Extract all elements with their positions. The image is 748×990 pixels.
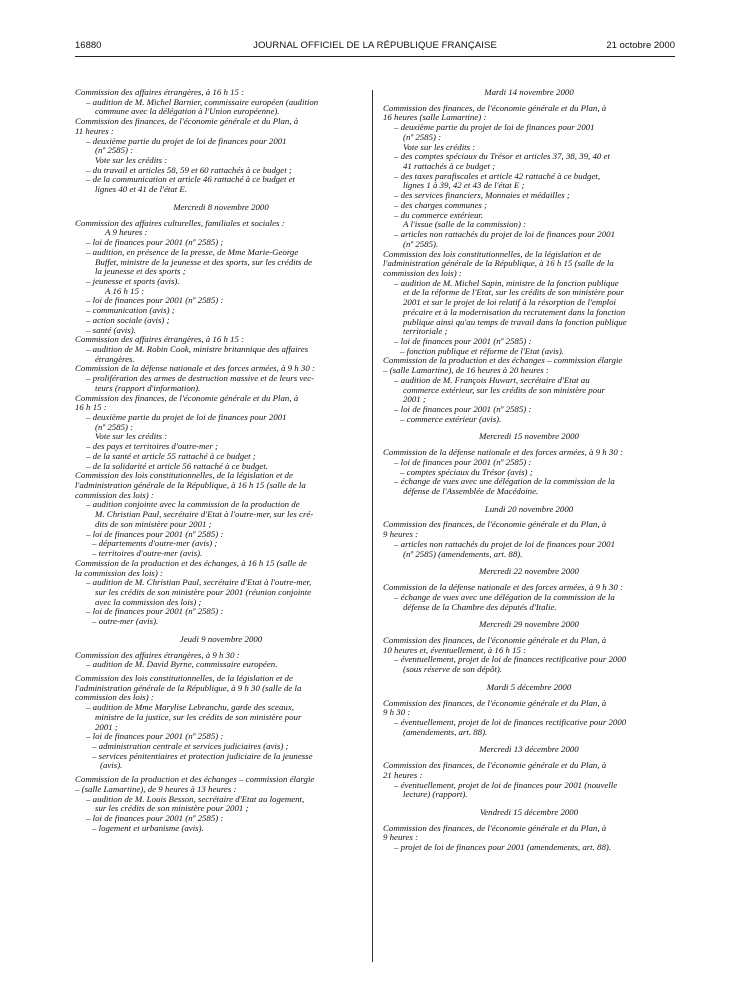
commission-heading: Commission de la production et des échanges – commission élargie – (salle Lamartine), de 9 heures à 13 heures :: [75, 774, 315, 794]
agenda-item: – loi de finances pour 2001 (nº 2585) :: [383, 337, 675, 347]
commission-heading: Commission des affaires culturelles, familiales et sociales :: [75, 217, 285, 228]
date-heading: Mercredi 22 novembre 2000: [479, 566, 579, 577]
agenda-item: – articles non rattachés du projet de loi de finances pour 2001 (nº 2585).: [383, 230, 675, 249]
commission-heading: Commission de la défense nationale et des forces armées, à 9 h 30 :: [383, 447, 623, 458]
agenda-item: – audition de M. David Byrne, commissaire européen.: [75, 660, 367, 670]
agenda-item: – du travail et articles 58, 59 et 60 rattachés à ce budget ;: [75, 166, 367, 176]
agenda-item: – éventuellement, projet de loi de finances rectificative pour 2000 (sous réserve de son dépôt).: [383, 655, 675, 674]
agenda-item: – audition, en présence de la presse, de Mme Marie-George Buffet, ministre de la jeunesse et des sports, sur les crédits de la jeunesse et des sports ;: [75, 248, 367, 277]
agenda-subitem: – administration centrale et services judiciaires (avis) ;: [75, 742, 367, 752]
agenda-item: – des comptes spéciaux du Trésor et articles 37, 38, 39, 40 et 41 rattachés à ce budget ;: [383, 152, 675, 171]
agenda-item: – des taxes parafiscales et article 42 rattaché à ce budget, lignes 1 à 39, 42 et 43 de l'état E ;: [383, 172, 675, 191]
commission-heading: Commission des finances, de l'économie générale et du Plan, à 16 heures (salle Lamartine) :: [383, 102, 607, 123]
agenda-item: – deuxième partie du projet de loi de finances pour 2001 (nº 2585) :: [75, 413, 367, 432]
agenda-item: – loi de finances pour 2001 (nº 2585) ;: [75, 238, 367, 248]
date-heading: Jeudi 9 novembre 2000: [179, 633, 263, 644]
agenda-subheading: A l'issue (salle de la commission) :: [403, 219, 527, 230]
commission-heading: Commission de la production et des échanges – commission élargie – (salle Lamartine), de 16 heures à 20 heures :: [383, 355, 623, 376]
agenda-item: – audition de M. Louis Besson, secrétaire d'Etat au logement, sur les crédits de son ministère pour 2001 ;: [75, 795, 367, 814]
agenda-item: – audition conjointe avec la commission de la production de M. Christian Paul, secrétaire d'Etat à l'outre-mer, sur les cré- dits de son ministère pour 2001 ;: [75, 500, 367, 529]
commission-heading: Commission de la défense nationale et des forces armées, à 9 h 30 :: [75, 363, 315, 374]
agenda-item: – audition de M. Christian Paul, secrétaire d'Etat à l'outre-mer, sur les crédits de son ministère pour 2001 (réunion conjointe avec la commission des lois) ;: [75, 578, 367, 607]
agenda-item: – de la santé et article 55 rattaché à ce budget ;: [75, 452, 367, 462]
agenda-item: – loi de finances pour 2001 (nº 2585) :: [75, 296, 367, 306]
commission-heading: Commission de la défense nationale et des forces armées, à 9 h 30 :: [383, 582, 623, 593]
agenda-item: – loi de finances pour 2001 (nº 2585) :: [75, 530, 367, 540]
agenda-item: – action sociale (avis) ;: [75, 316, 367, 326]
agenda-item: – articles non rattachés du projet de loi de finances pour 2001 (nº 2585) (amendements, art. 88).: [383, 540, 675, 559]
agenda-item: – audition de M. Robin Cook, ministre britannique des affaires étrangères.: [75, 345, 367, 364]
agenda-item: – projet de loi de finances pour 2001 (amendements, art. 88).: [383, 843, 675, 853]
agenda-subitem: – départements d'outre-mer (avis) ;: [75, 539, 367, 549]
agenda-item: – éventuellement, projet de loi de finances pour 2001 (nouvelle lecture) (rapport).: [383, 781, 675, 800]
page-header: [75, 40, 675, 56]
agenda-item: – audition de M. Michel Sapin, ministre de la fonction publique et de la réforme de l'Etat, sur les crédits de son ministère pour 2001 et sur le projet de loi relatif à la résorption de l'emploi précaire et à la modernisation du recrutement dans la fonction publique ainsi qu'au temps de travail dans la fonction publique territoriale ;: [383, 279, 675, 337]
agenda-subitem: – fonction publique et réforme de l'Etat (avis).: [383, 347, 675, 357]
right-column: [383, 88, 675, 853]
agenda-item: – échange de vues avec une délégation de la commission de la défense de l'Assemblée de Macédoine.: [383, 477, 675, 496]
date-heading: Mercredi 13 décembre 2000: [479, 744, 579, 755]
commission-heading: Commission des affaires étrangères, à 16 h 15 :: [75, 334, 245, 345]
agenda-item: – santé (avis).: [75, 326, 367, 336]
commission-heading: Commission des finances, de l'économie générale et du Plan, à 9 h 30 :: [383, 697, 607, 718]
agenda-item: – échange de vues avec une délégation de la commission de la défense de la Chambre des députés d'Italie.: [383, 593, 675, 612]
agenda-item: – loi de finances pour 2001 (nº 2585) :: [383, 458, 675, 468]
agenda-item: – des pays et territoires d'outre-mer ;: [75, 442, 367, 452]
page-number: 16880: [75, 40, 102, 51]
agenda-item: – des services financiers, Monnaies et médailles ;: [383, 191, 675, 201]
left-column: [75, 88, 367, 833]
column-divider: [372, 90, 373, 962]
agenda-item: – audition de M. Michel Barnier, commissaire européen (audition commune avec la délégation à l'Union européenne).: [75, 98, 367, 117]
date-heading: Mardi 5 décembre 2000: [486, 681, 572, 692]
date-heading: Mardi 14 novembre 2000: [484, 87, 574, 97]
commission-heading: Commission de la production et des échanges, à 16 h 15 (salle de la commission des lois) :: [75, 557, 307, 578]
date-heading: Vendredi 15 décembre 2000: [479, 807, 579, 817]
commission-heading: Commission des finances, de l'économie générale et du Plan, à 16 h 15 :: [75, 392, 299, 413]
commission-heading: Commission des affaires étrangères, à 9 h 30 :: [75, 649, 240, 660]
agenda-item: – du commerce extérieur.: [383, 211, 675, 221]
commission-heading: Commission des lois constitutionnelles, de la législation et de l'administration générale de la République, à 9 h 30 (salle de la commission des lois) :: [75, 672, 302, 703]
session-time: A 9 heures :: [105, 227, 148, 238]
agenda-item: – jeunesse et sports (avis).: [75, 277, 367, 287]
header-rule: [75, 56, 675, 57]
agenda-subitem: – territoires d'outre-mer (avis).: [75, 549, 367, 559]
agenda-item: – audition de Mme Marylise Lebranchu, garde des sceaux, ministre de la justice, sur les crédits de son ministère pour 2001 ;: [75, 703, 367, 732]
agenda-subheading: Vote sur les crédits :: [403, 141, 476, 152]
commission-heading: Commission des lois constitutionnelles, de la législation et de l'administration générale de la République, à 16 h 15 (salle de la commission des lois) :: [383, 248, 614, 278]
date-heading: Mercredi 8 novembre 2000: [173, 201, 269, 212]
commission-heading: Commission des finances, de l'économie générale et du Plan, à 11 heures :: [75, 116, 299, 136]
commission-heading: Commission des finances, de l'économie générale et du Plan, à 21 heures :: [383, 760, 607, 780]
agenda-subheading: Vote sur les crédits :: [95, 155, 168, 166]
commission-heading: Commission des lois constitutionnelles, de la législation et de l'administration générale de la République, à 16 h 15 (salle de la commission des lois) :: [75, 470, 306, 500]
agenda-item: – loi de finances pour 2001 (nº 2585) :: [383, 405, 675, 415]
agenda-item: – loi de finances pour 2001 (nº 2585) :: [75, 732, 367, 742]
session-time: A 16 h 15 :: [105, 285, 145, 296]
commission-heading: Commission des affaires étrangères, à 16 h 15 :: [75, 87, 245, 97]
agenda-item: – de la solidarité et article 56 rattaché à ce budget.: [75, 462, 367, 472]
agenda-subitem: – logement et urbanisme (avis).: [75, 824, 367, 834]
agenda-item: – des charges communes ;: [383, 201, 675, 211]
agenda-item: – loi de finances pour 2001 (nº 2585) :: [75, 607, 367, 617]
agenda-subitem: – outre-mer (avis).: [75, 617, 367, 627]
agenda-item: – communication (avis) ;: [75, 306, 367, 316]
date-heading: Mercredi 15 novembre 2000: [479, 431, 579, 442]
issue-date: 21 octobre 2000: [606, 40, 675, 51]
date-heading: Mercredi 29 novembre 2000: [479, 619, 579, 630]
agenda-item: – de la communication et article 46 rattaché à ce budget et lignes 40 et 41 de l'état E.: [75, 175, 367, 194]
agenda-item: – éventuellement, projet de loi de finances rectificative pour 2000 (amendements, art. 88).: [383, 718, 675, 737]
agenda-item: – deuxième partie du projet de loi de finances pour 2001 (nº 2585) :: [383, 123, 675, 142]
commission-heading: Commission des finances, de l'économie générale et du Plan, à 9 heures :: [383, 822, 607, 843]
agenda-subitem: – services pénitentiaires et protection judiciaire de la jeunesse (avis).: [75, 752, 367, 771]
agenda-item: – prolifération des armes de destruction massive et de leurs vec- teurs (rapport d'information).: [75, 374, 367, 393]
commission-heading: Commission des finances, de l'économie générale et du Plan, à 9 heures :: [383, 519, 607, 540]
agenda-item: – loi de finances pour 2001 (nº 2585) :: [75, 814, 367, 824]
journal-title: JOURNAL OFFICIEL DE LA RÉPUBLIQUE FRANÇAISE: [253, 40, 497, 51]
agenda-subitem: – commerce extérieur (avis).: [383, 415, 675, 425]
agenda-subitem: – comptes spéciaux du Trésor (avis) ;: [383, 468, 675, 478]
agenda-subheading: Vote sur les crédits :: [95, 431, 168, 442]
agenda-item: – audition de M. François Huwart, secrétaire d'Etat au commerce extérieur, sur les crédits de son ministère pour 2001 ;: [383, 376, 675, 405]
commission-heading: Commission des finances, de l'économie générale et du Plan, à 10 heures et, éventuellement, à 16 h 15 :: [383, 634, 607, 655]
date-heading: Lundi 20 novembre 2000: [484, 503, 574, 514]
agenda-item: – deuxième partie du projet de loi de finances pour 2001 (nº 2585) :: [75, 137, 367, 156]
